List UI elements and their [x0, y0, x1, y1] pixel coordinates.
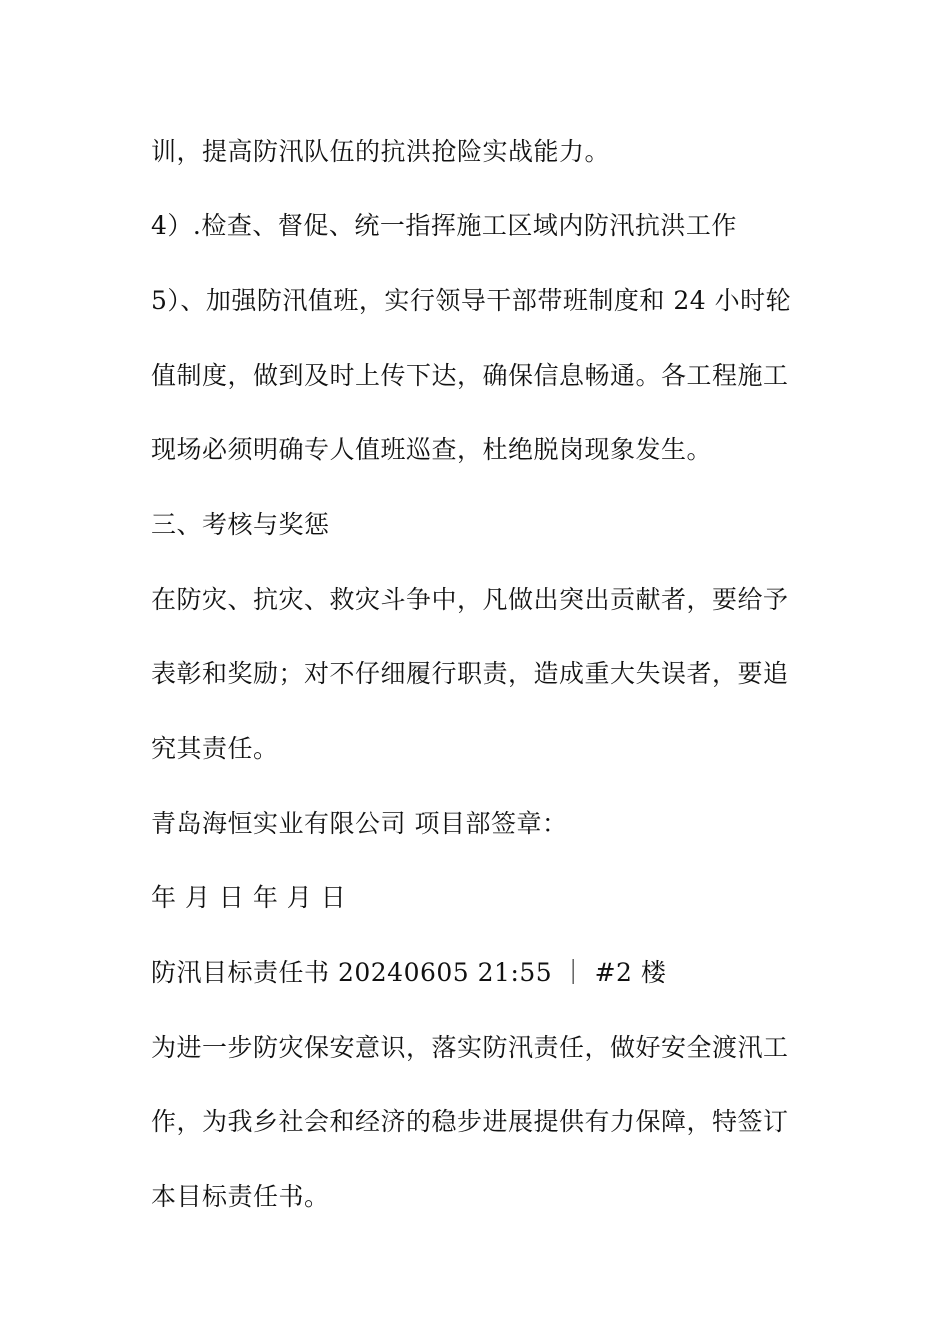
text-line-training: 训，提高防汛队伍的抗洪抢险实战能力。 — [151, 137, 611, 166]
text-line-responsibility: 究其责任。 — [151, 734, 279, 763]
text-line-closing: 本目标责任书。 — [151, 1182, 330, 1211]
signature-line: 青岛海恒实业有限公司 项目部签章： — [151, 809, 568, 838]
text-line-reward: 在防灾、抗灾、救灾斗争中，凡做出突出贡献者，要给予 — [151, 585, 789, 614]
text-line-penalty: 表彰和奖励；对不仔细履行职责，造成重大失误者，要追 — [151, 659, 789, 688]
text-line-duty-system: 值制度，做到及时上传下达，确保信息畅通。各工程施工 — [151, 361, 789, 390]
post-header-line: 防汛目标责任书 20240605 21:55 ｜ #2 楼 — [151, 958, 667, 987]
text-line-item-5: 5）、加强防汛值班，实行领导干部带班制度和 24 小时轮 — [151, 286, 792, 315]
text-line-item-4: 4）.检查、督促、统一指挥施工区域内防汛抗洪工作 — [151, 211, 737, 240]
section-heading-assessment: 三、考核与奖惩 — [151, 510, 330, 539]
text-line-purpose: 作，为我乡社会和经济的稳步进展提供有力保障，特签订 — [151, 1107, 789, 1136]
text-line-site-patrol: 现场必须明确专人值班巡查，杜绝脱岗现象发生。 — [151, 435, 713, 464]
text-line-intro: 为进一步防灾保安意识，落实防汛责任，做好安全渡汛工 — [151, 1033, 789, 1062]
date-line: 年 月 日 年 月 日 — [151, 883, 347, 912]
